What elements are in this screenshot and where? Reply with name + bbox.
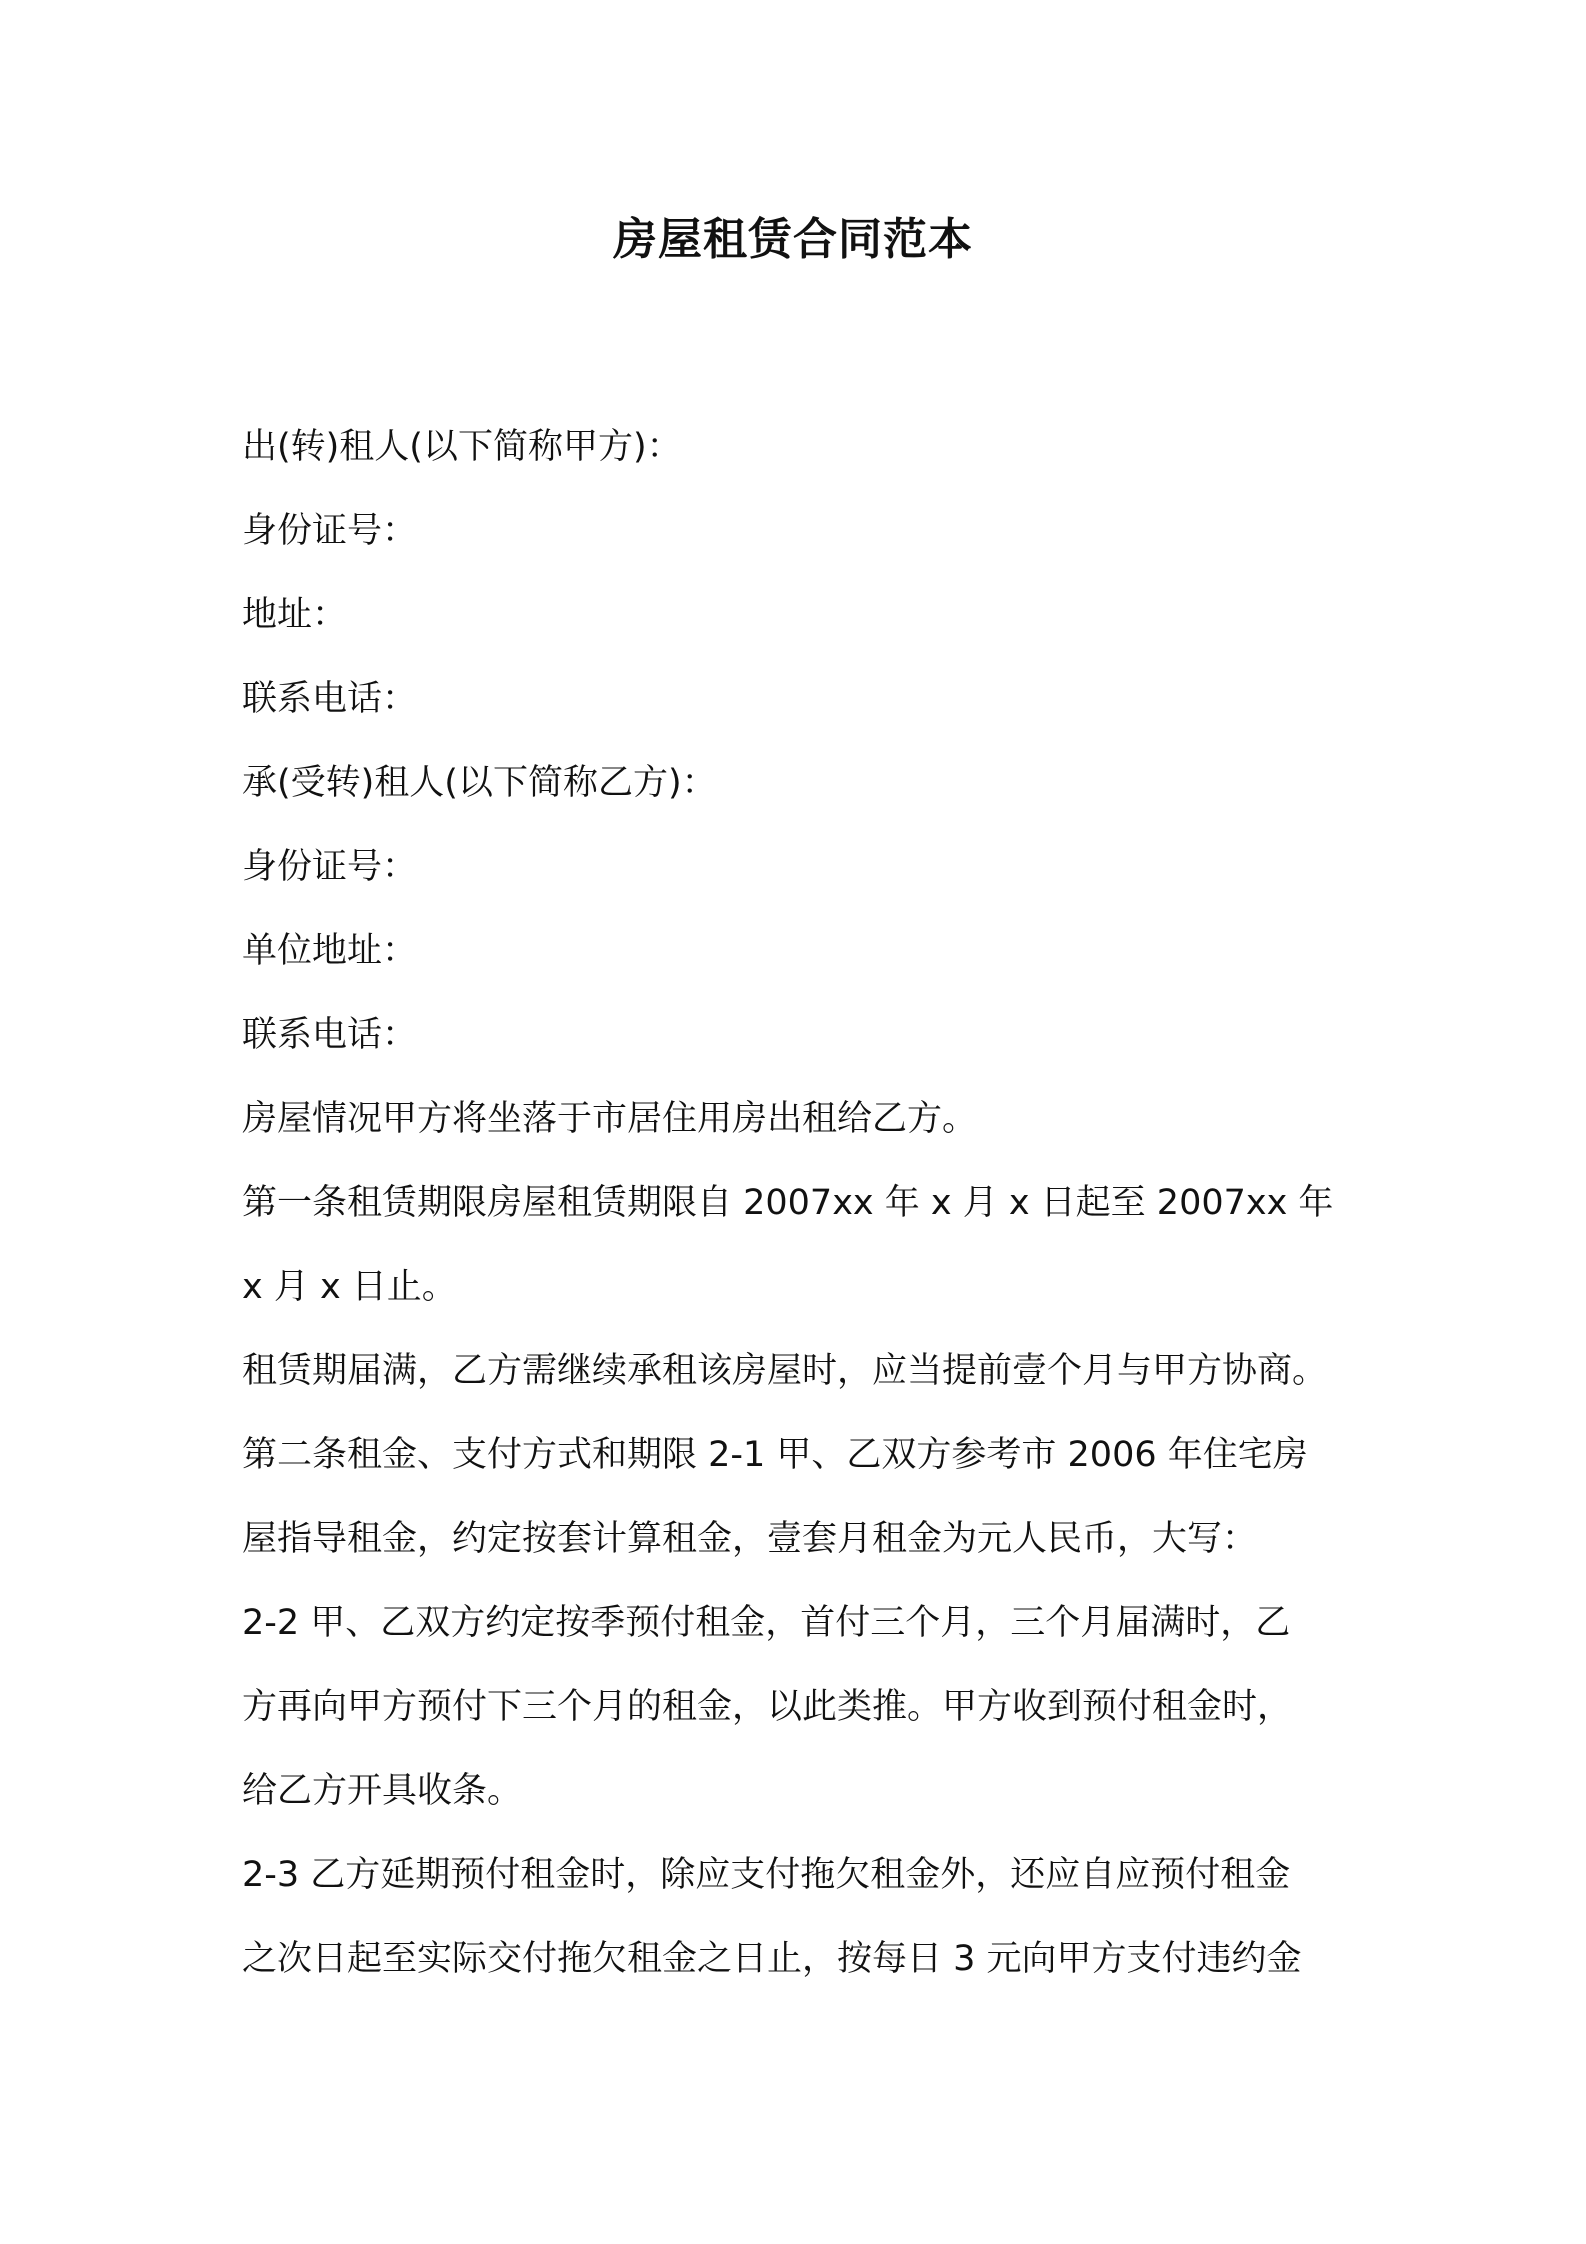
document-body <box>242 405 1362 2001</box>
lessor-address-label: 地址： <box>242 595 348 635</box>
article-2-line-1: 第二条租金、支付方式和期限 2-1 甲、乙双方参考市 2006 年住宅房 <box>242 1435 1308 1475</box>
lessee-work-address-label: 单位地址： <box>242 931 418 971</box>
lessee-id-number-label: 身份证号： <box>242 847 418 887</box>
lease-renewal-clause: 租赁期届满，乙方需继续承租该房屋时，应当提前壹个月与甲方协商。 <box>242 1351 1328 1391</box>
document-title: 房屋租赁合同范本 <box>613 214 973 265</box>
property-description: 房屋情况甲方将坐落于市居住用房出租给乙方。 <box>242 1099 978 1139</box>
lessor-phone-label: 联系电话： <box>242 679 418 719</box>
lessor-label: 出(转)租人(以下简称甲方)： <box>242 427 682 467</box>
clause-2-2-line-1: 2-2 甲、乙双方约定按季预付租金，首付三个月，三个月届满时，乙 <box>242 1603 1291 1643</box>
lessor-id-number-label: 身份证号： <box>242 511 418 551</box>
article-2-line-2: 屋指导租金，约定按套计算租金，壹套月租金为元人民币，大写： <box>242 1519 1258 1559</box>
article-1-line-1: 第一条租赁期限房屋租赁期限自 2007xx 年 x 月 x 日起至 2007xx 年 <box>242 1183 1334 1223</box>
clause-2-3-line-1: 2-3 乙方延期预付租金时，除应支付拖欠租金外，还应自应预付租金 <box>242 1855 1291 1895</box>
lessee-label: 承(受转)租人(以下简称乙方)： <box>242 763 717 803</box>
clause-2-2-line-3: 给乙方开具收条。 <box>242 1771 523 1811</box>
lessee-phone-label: 联系电话： <box>242 1015 418 1055</box>
clause-2-3-line-2: 之次日起至实际交付拖欠租金之日止，按每日 3 元向甲方支付违约金 <box>242 1939 1302 1979</box>
clause-2-2-line-2: 方再向甲方预付下三个月的租金，以此类推。甲方收到预付租金时， <box>242 1687 1293 1727</box>
article-1-line-2: x 月 x 日止。 <box>242 1267 457 1307</box>
